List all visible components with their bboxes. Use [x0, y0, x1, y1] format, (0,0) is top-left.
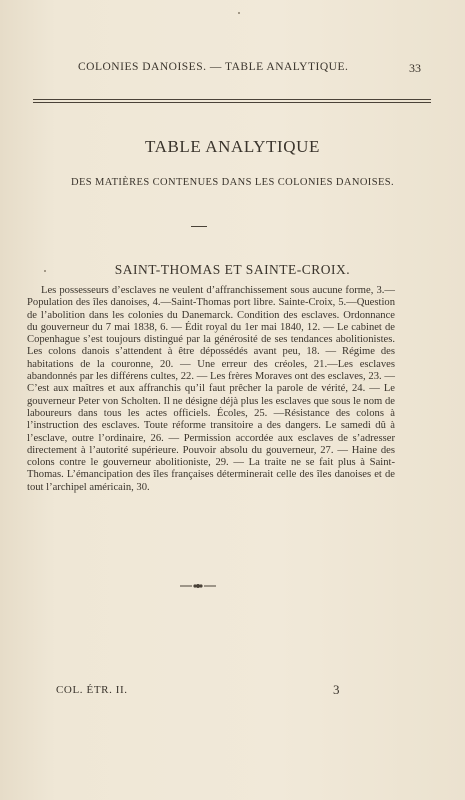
double-rule-divider [33, 99, 431, 103]
ornament-divider-icon [178, 581, 218, 591]
page-subtitle: DES MATIÈRES CONTENUES DANS LES COLONIES DANOISES. [70, 177, 395, 188]
body-paragraph: Les possesseurs d’esclaves ne veulent d’affranchissement sous aucune forme, 3.—Population des îles danoises, 4.—Saint-Thomas port libre. Sainte-Croix, 5.—Question de l’abolition dans les colonies du Danemarck. Condition des esclaves. Ordonnance du gouverneur du 7 mai 1838, 6. — Édit royal du 1er mai 1840, 12. — Le cabinet de Copenhague s’est toujours distingué par la générosité de ses tendances abolitionistes. Les colons danois s’attendent à être dépossédés avant peu, 18. — Régime des habitations de la couronne, 20. — Une erreur des créoles, 21.—Les esclaves abandonnés par les différens cultes, 22. — Les frères Moraves ont des esclaves, 23. — C’est aux maîtres et aux affranchis qu’il faut prêcher la parole de vérité, 24. — Le gouverneur Peter von Scholten. Il ne désigne déjà plus les esclaves que sous le nom de laboureurs dans tous les actes officiels. Écoles, 25. —Résistance des colons à l’instruction des esclaves. Toute réforme transitoire a des dangers. Le samedi dû à l’esclave, outre l’ordinaire, 26. — Permission accordée aux esclaves de s’adresser directement à l’autorité supérieure. Pouvoir absolu du gouverneur, 27. — Haine des colons contre le gouverneur abolitioniste, 29. — La traite ne se fait plus à Saint-Thomas. L’émancipation des îles françaises déterminerait celle des îles danoises et de tout l’archipel américain, 30. [27, 285, 395, 493]
paper-speck [238, 12, 240, 14]
signature-number: 3 [333, 682, 340, 697]
running-title: COLONIES DANOISES. — TABLE ANALYTIQUE. [78, 61, 349, 73]
section-body [27, 285, 395, 494]
running-head [0, 61, 465, 81]
page-title: TABLE ANALYTIQUE [144, 137, 321, 156]
page-number: 33 [409, 61, 421, 75]
short-rule-divider [191, 226, 207, 227]
signature-mark: COL. ÉTR. II. [56, 684, 128, 696]
section-heading: SAINT-THOMAS ET SAINTE-CROIX. [114, 262, 351, 277]
page-footer [0, 684, 465, 704]
